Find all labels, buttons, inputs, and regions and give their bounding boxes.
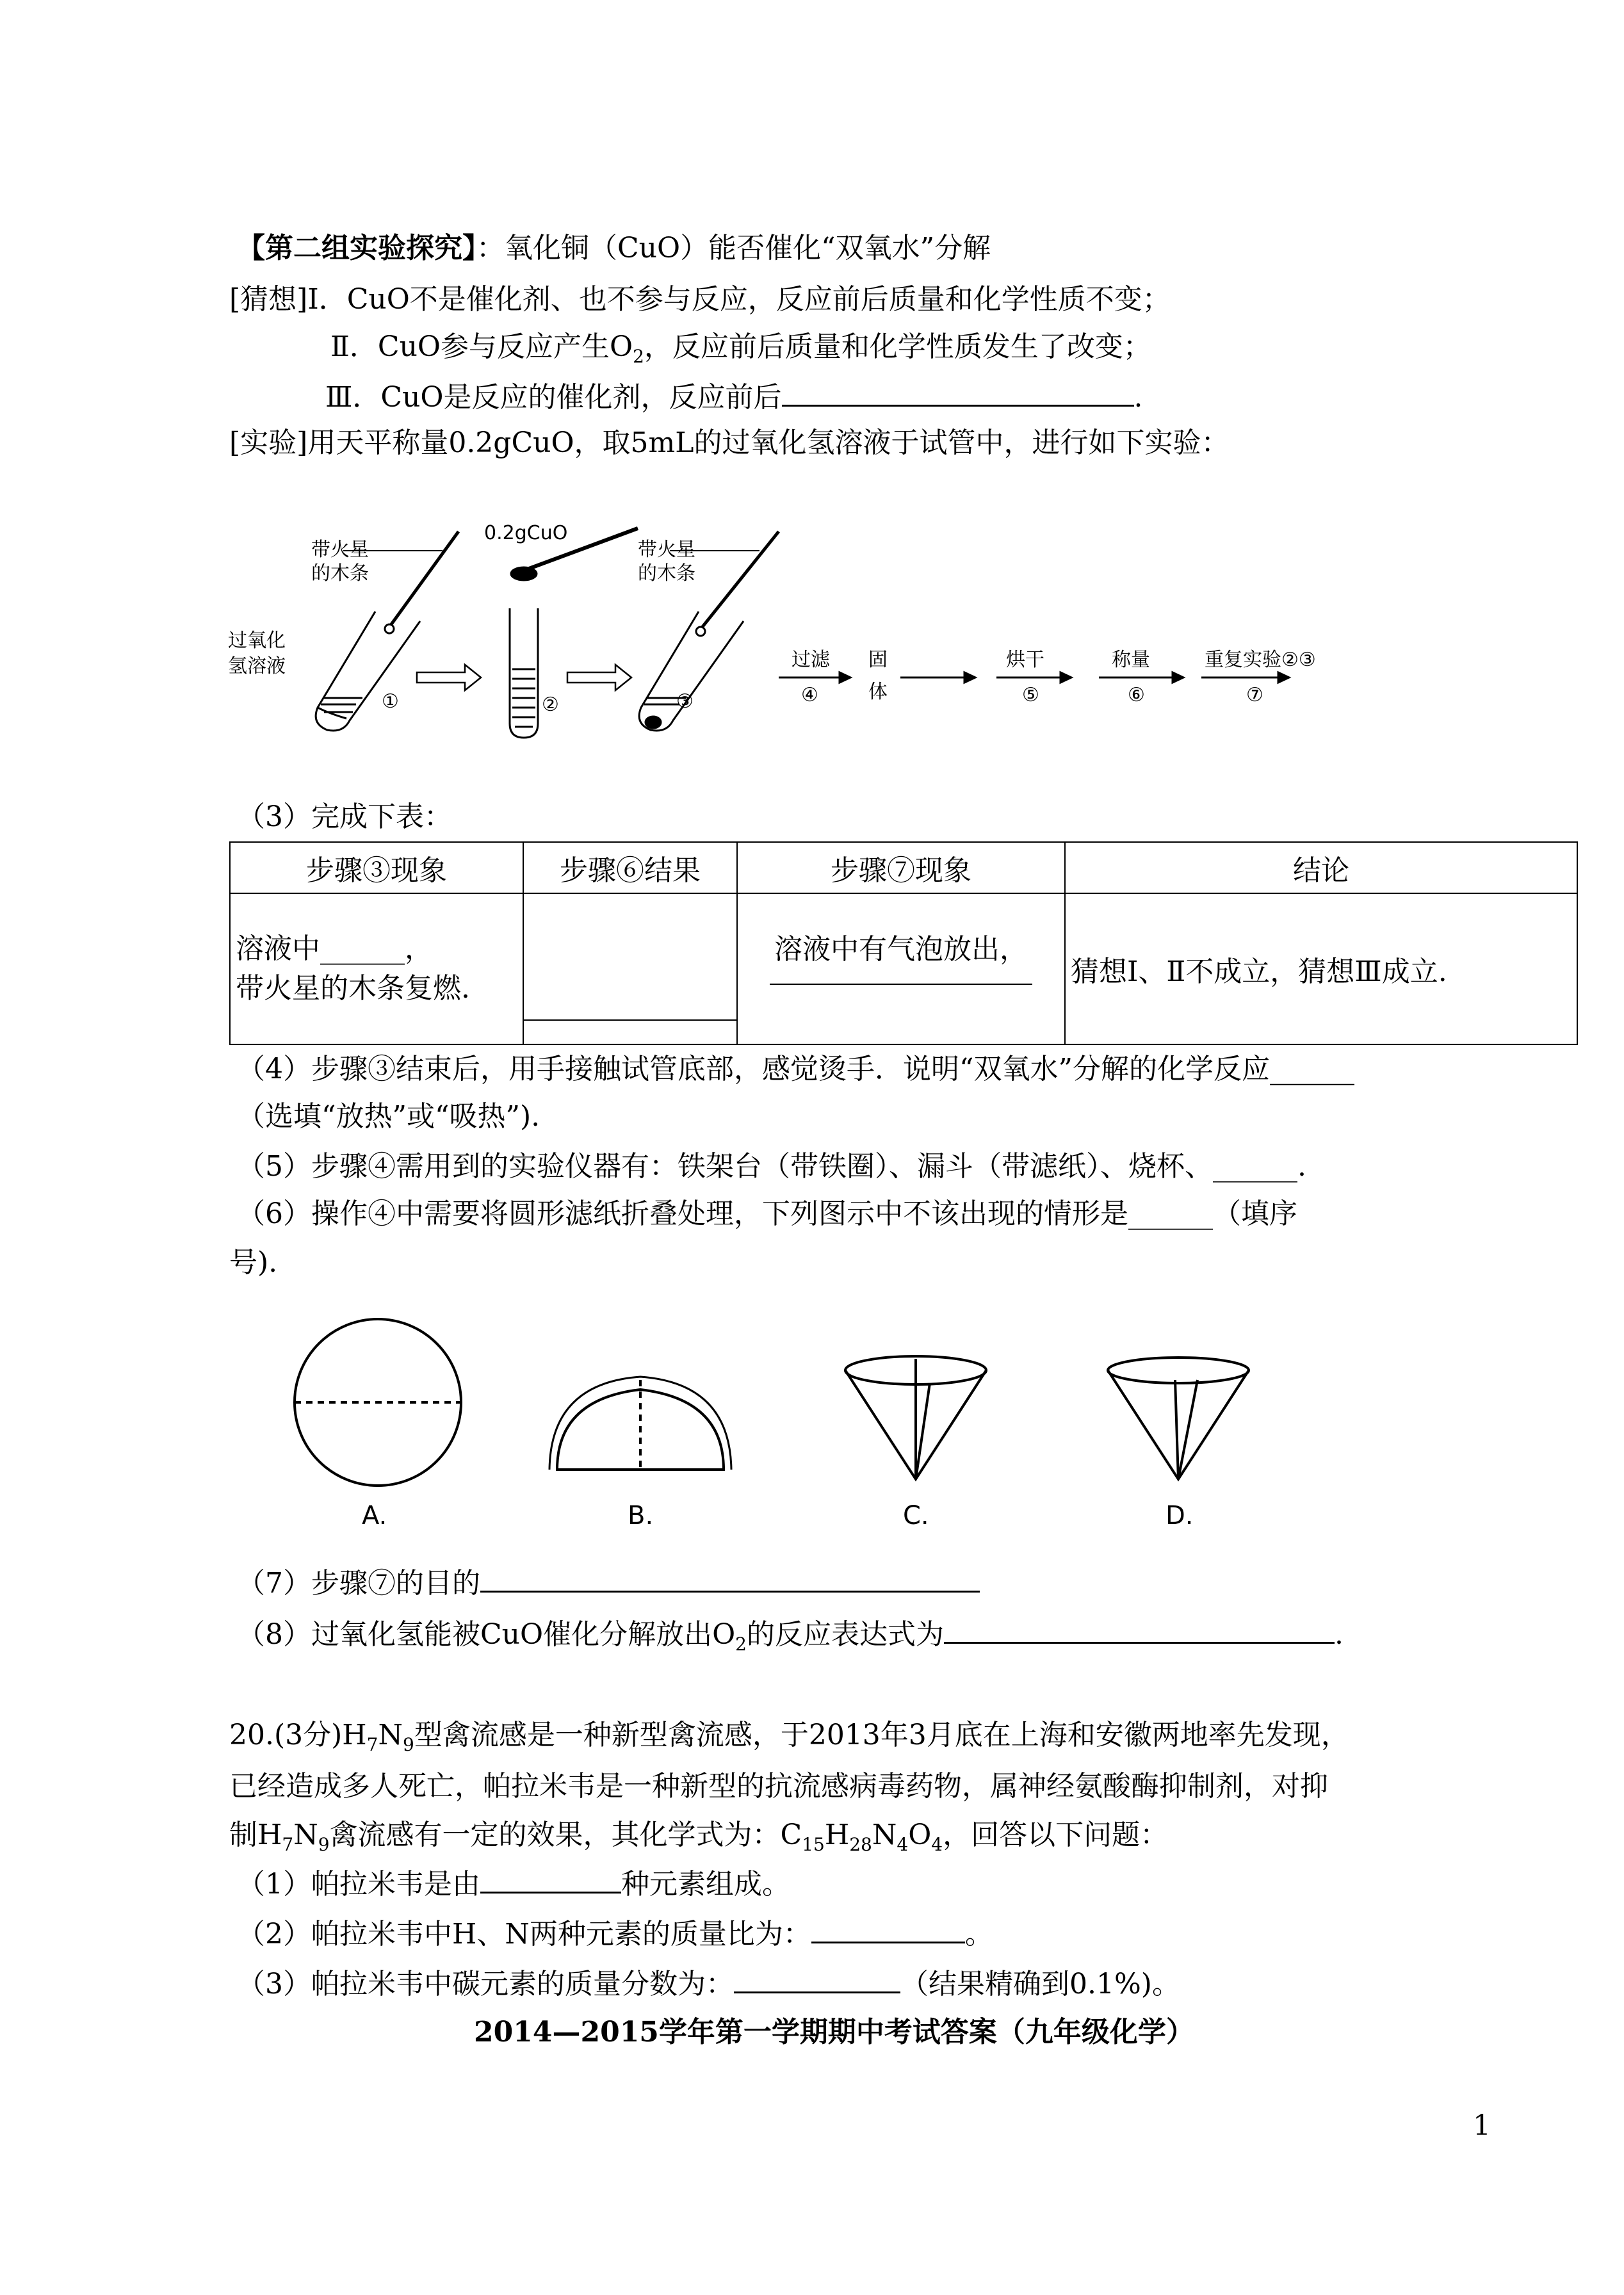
splint-label-2-line1: 带火星: [638, 539, 695, 561]
hypothesis-3-blank[interactable]: [782, 377, 1134, 407]
hypothesis-3: Ⅲ．CuO是反应的催化剂，反应前后 .: [325, 377, 1143, 417]
q5-text: （5）步骤④需用到的实验仪器有：铁架台（带铁圈）、漏斗（带滤纸）、烧杯、______.: [237, 1150, 1306, 1183]
filter-option-d: D.: [1165, 1501, 1194, 1530]
table-cell-step7[interactable]: 溶液中有气泡放出，: [737, 893, 1065, 1044]
q20-part2-blank[interactable]: [811, 1913, 965, 1943]
q20-part3-blank[interactable]: [734, 1963, 900, 1993]
solution-label-line1: 过氧化: [228, 629, 286, 652]
splint-label-line1: 带火星: [311, 539, 369, 561]
q4-line1: （4）步骤③结束后，用手接触试管底部，感觉烫手．说明“双氧水”分解的化学反应______: [237, 1053, 1354, 1085]
q20-part1-blank[interactable]: [480, 1863, 621, 1894]
flow-step-5-bottom: ⑦: [1246, 684, 1263, 706]
table-header-cell: 步骤⑦现象: [737, 842, 1065, 893]
q4-line2: （选填“放热”或“吸热”).: [237, 1100, 540, 1133]
experiment-text: [实验]用天平称量0.2gCuO，取5mL的过氧化氢溶液于试管中，进行如下实验：: [229, 426, 1230, 459]
q8-blank[interactable]: [944, 1614, 1335, 1644]
section-heading: 【第二组实验探究】：氧化铜（CuO）能否催化“双氧水”分解: [237, 232, 991, 264]
flow-step-3-top: 烘干: [1006, 649, 1044, 671]
test-tube-2: [510, 528, 638, 738]
cuo-label: 0.2gCuO: [484, 522, 568, 544]
filter-option-b: B.: [628, 1501, 654, 1530]
q20-line2: 已经造成多人死亡，帕拉米韦是一种新型的抗流感病毒药物，属神经氨酸酶抑制剂，对抑: [229, 1770, 1328, 1803]
tube-3-number: ③: [676, 690, 694, 713]
q20-line3: 制$H_7N_9$禽流感有一定的效果，其化学式为：$C_{15}H_{28}N_4O_4$，回答以下问题：: [229, 1819, 1169, 1855]
results-table: [229, 841, 1578, 1045]
table-header-cell: 结论: [1065, 842, 1577, 893]
tube-1-number: ①: [382, 690, 399, 713]
filter-paper-diagram: [282, 1319, 1255, 1530]
flow-step-2-bottom: 体: [868, 681, 888, 703]
flow-step-2-top: 固: [868, 649, 888, 671]
q7-blank[interactable]: [480, 1562, 980, 1593]
answer-title: 2014—2015学年第一学期期中考试答案（九年级化学）: [474, 2016, 1194, 2048]
q3-title: （3）完成下表：: [237, 800, 452, 833]
hypothesis-2: Ⅱ．CuO参与反应产生$O_2$，反应前后质量和化学性质发生了改变；: [330, 330, 1151, 367]
q6-line2: 号).: [229, 1246, 278, 1279]
flow-step-1-bottom: ④: [801, 684, 818, 706]
table-cell-step3[interactable]: 溶液中______， 带火星的木条复燃.: [230, 893, 523, 1044]
q20-line1: 20.(3分)$H_7N_9$型禽流感是一种新型禽流感，于2013年3月底在上海和安徽两地率先发现，: [229, 1719, 1349, 1755]
q20-part2: （2）帕拉米韦中H、N两种元素的质量比为： 。: [237, 1913, 993, 1954]
filter-option-a: A.: [362, 1501, 387, 1530]
table-header-cell: 步骤⑥结果: [523, 842, 737, 893]
table-cell-step6[interactable]: [523, 893, 737, 1044]
solution-label-line2: 氢溶液: [228, 655, 286, 677]
test-tube-3: [639, 531, 779, 731]
flow-step-1-top: 过滤: [792, 649, 830, 671]
page-number: 1: [1473, 2109, 1491, 2142]
flow-step-5-top: 重复实验②③: [1205, 649, 1316, 671]
q20-part3: （3）帕拉米韦中碳元素的质量分数为： （结果精确到0.1%)。: [237, 1963, 1180, 2004]
table-cell-conclusion: 猜想Ⅰ、Ⅱ不成立，猜想Ⅲ成立.: [1065, 893, 1577, 1044]
flow-step-3-bottom: ⑤: [1022, 684, 1039, 706]
flow-step-4-bottom: ⑥: [1128, 684, 1145, 706]
q8-text: （8）过氧化氢能被CuO催化分解放出$O_2$的反应表达式为 .: [237, 1614, 1344, 1654]
splint-label-line2: 的木条: [311, 562, 369, 585]
table-header-cell: 步骤③现象: [230, 842, 523, 893]
filter-option-c: C.: [903, 1501, 929, 1530]
table-row: [230, 893, 1577, 1044]
q7-text: （7）步骤⑦的目的: [237, 1562, 980, 1603]
q6-line1: （6）操作④中需要将圆形滤纸折叠处理，下列图示中不该出现的情形是______（填序: [237, 1197, 1297, 1230]
table-header-row: [230, 842, 1577, 893]
hypothesis-1: [猜想]Ⅰ．CuO不是催化剂、也不参与反应，反应前后质量和化学性质不变；: [229, 283, 1171, 316]
q20-part1: （1）帕拉米韦是由 种元素组成。: [237, 1863, 790, 1904]
apparatus-diagram: [228, 512, 1316, 749]
flow-step-4-top: 称量: [1112, 649, 1150, 671]
splint-label-2-line2: 的木条: [638, 562, 695, 585]
tube-2-number: ②: [542, 693, 559, 716]
